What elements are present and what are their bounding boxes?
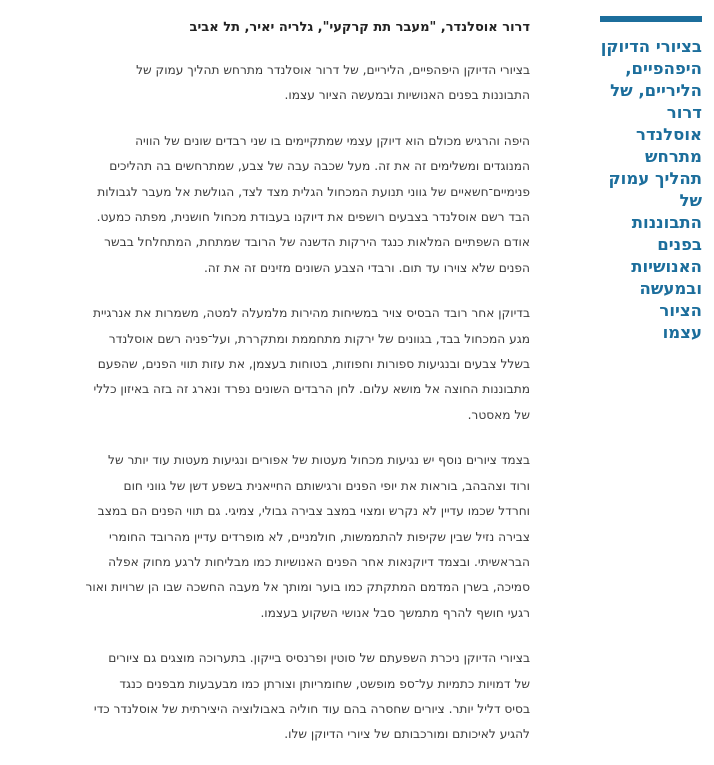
text-line: התבוננות בפנים האנושיות ובמעשה הציור עצמו.	[284, 88, 530, 103]
text-line: ורוד וצהבהב, בוראות את יופי הפנים ורגישותם החייאנית בשפע דשן של גווני חום	[123, 478, 530, 493]
text-line: אודם השפתיים המלאות כנגד הירקות הדשנה של הרובד שמתחת, המתחלחל בבשר	[104, 235, 530, 250]
text-line: המנוגדים ומשלימים זה את זה. מעל שכבה עבה של צבע, שמתרחשים בה תהליכים	[109, 159, 530, 174]
pull-quote-line: ובמעשה הציור	[639, 279, 702, 320]
text-line: מגע המכחול בבד, בגוונים של ירקות מתחממת ומתקררת, ועל־פניה רשם אוסלנדר	[108, 331, 530, 346]
text-line: צבירה נזיל שבין שקיפות להתממשות, חולמניים, לא מופרדים עדיין מהרובד החומרי	[108, 529, 530, 544]
pull-quote-line: האנושיות	[631, 257, 702, 276]
text-line: הפנים שלא צוירו עד תום. ורבדי הצבע השונים מזינים זה את זה.	[203, 260, 530, 275]
pull-quote-line: הליריים, של דרור	[610, 81, 702, 122]
text-line: מתבוננות החוצה אל מושא עלום. לחן הרבדים השונים נפרד ונארג זה בזה באיזון כללי	[93, 382, 530, 397]
text-line: בציורי הדיוקן היפהפיים, הליריים, של דרור אוסלנדר מתרחש תהליך עמוק של	[136, 63, 530, 77]
article-heading: דרור אוסלנדר, "מעבר תת קרקעי", גלריה יאיר, תל אביב	[189, 20, 530, 35]
paragraph-influences	[20, 646, 530, 748]
pull-quote-line: עצמו	[662, 323, 702, 342]
paragraph-intro	[20, 58, 530, 109]
text-line: הבראשיתי. ובצמד דיוקנאות אחר הפנים האנושיות כמו מבליחות לרגע מחוק אפלה	[108, 554, 530, 569]
text-line: הבד רשם אוסלנדר בצבעים רושפים את דיוקנו בעבודת מכחול חושנית, מפתה כמעט.	[96, 210, 530, 225]
text-line: בצמד ציורים נוסף יש נגיעות מכחול מעטות של אפורים ונגיעות מעטות עוד יותר של	[108, 453, 530, 468]
text-line: של דמויות כתמיות על־ספ מופשט, שחומריותן וצורתן כמו מבעבעות מבפנים כנגד	[119, 676, 530, 691]
paragraph-other-portrait	[20, 301, 530, 428]
sidebar-pull-quote	[600, 36, 702, 344]
article-body	[20, 20, 530, 765]
text-line: בסיס דליל יותר. ציורים שחסרה בהם עוד חוליה באבולוציה היצירתית של אוסלנדר כדי	[93, 701, 530, 716]
text-line: בדיוקן אחר רובד הבסיס צויר במשיחות מהירות מלמעלה למטה, משמרות את אנרגיית	[93, 306, 530, 321]
text-line: רגעי חושף להרף מתמשך סבל אנושי השקוע בעצמו.	[260, 605, 530, 620]
text-line: היפה והרגיש מכולם הוא דיוקן עצמי שמתקיימים בו שני רבדים שונים של הוויה	[135, 133, 530, 148]
text-line: סמיכה, בשרן המדמם המתקתק כמו בוער ומותך אל מעבה החשכה שבו הן שרויות ואור	[85, 580, 530, 595]
paragraph-self-portrait	[20, 129, 530, 281]
text-line: פנימיים־חשאיים של גווני תנועת המכחול הגלית מצד לצד, הגולשת אל מעבר לגבולות	[97, 184, 530, 199]
pull-quote-line: בציורי הדיוקן	[600, 37, 702, 56]
pull-quote-line: אוסלנדר מתרחש	[636, 125, 702, 166]
text-line: להגיע לאיכותם ומורכבותם של ציורי הדיוקן שלו.	[284, 727, 530, 742]
sidebar	[600, 16, 702, 344]
pull-quote-line: היפהפיים,	[625, 59, 702, 78]
pull-quote-line: התבוננות בפנים	[631, 213, 702, 254]
paragraph-pair-of-paintings	[20, 448, 530, 626]
pull-quote-line: תהליך עמוק של	[608, 169, 702, 210]
text-line: וחרדל שכמו עדיין לא נקרש ומצוי במצב צבירה גבולי, צמיגי. גם תווי הפנים הם במצב	[97, 504, 530, 519]
text-line: של מאסטר.	[467, 407, 530, 422]
text-line: בשלל צבעים ובנגיעות ספורות וחפוזות, בטוחות בעצמן, את עזות תווי הפנים, שהפעם	[97, 357, 530, 372]
sidebar-accent-rule	[600, 16, 702, 22]
text-line: בציורי הדיוקן ניכרת השפעתם של סוטין ופרנסיס בייקון. בתערוכה מוצגים גם ציורים	[108, 651, 530, 666]
